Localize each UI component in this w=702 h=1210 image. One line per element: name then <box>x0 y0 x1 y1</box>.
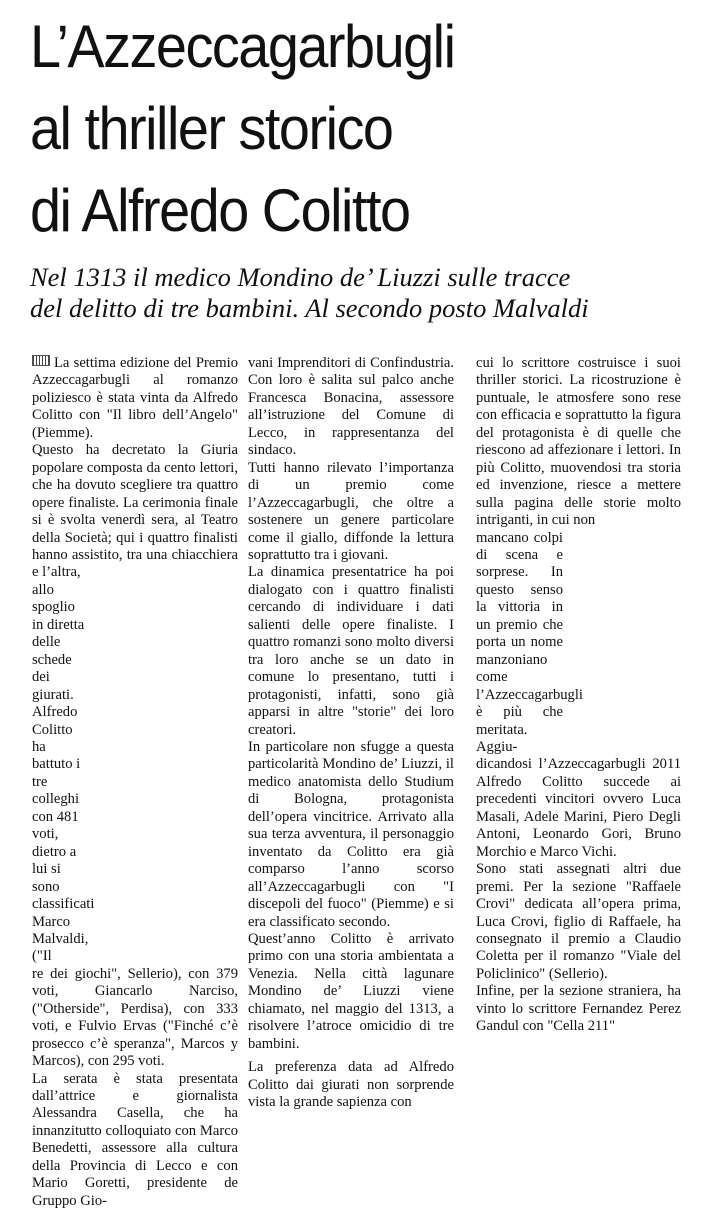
article-column-1 <box>32 355 238 1210</box>
article-column-3 <box>476 355 681 1036</box>
paragraph-wrapped: mancano colpi di scena e sorprese. In questo senso la vittoria in un premio che porta un nome manzoniano come l’Azzeccagarbugli è più che meritata. <box>476 529 583 738</box>
paragraph: La preferenza data ad Alfredo Colitto dai giurati non sorprende vista la grande sapienza con <box>248 1059 454 1111</box>
headline <box>30 6 644 252</box>
paragraph-wrapped: allo spoglio in diretta delle schede dei giurati. Alfredo Colitto ha battuto i tre colleghi con 481 voti, dietro a lui si sono classificati Marco Malvaldi, ("Il <box>32 581 95 965</box>
paragraph: cui lo scrittore costruisce i suoi thriller storici. La ricostruzione è puntuale, le atmosfere sono rese con efficacia e soprattutto la figura del protagonista è di quelle che riescono ad affezionare i lettori. In più Colitto, muovendosi tra storia ed invenzione, riesce a mettere sulla pagina delle storie molto intriganti, in cui non <box>476 355 681 529</box>
paragraph-wrapped: Aggiu- <box>476 738 518 755</box>
paragraph: Sono stati assegnati altri due premi. Per la sezione "Raffaele Crovi" dedicata all’opera prima, Luca Crovi, figlio di Raffaele, ha consegnato il premio a Claudio Coletta per il romanzo "Viale del Policlinico" (Sellerio). <box>476 861 681 982</box>
subheadline-line: Nel 1313 il medico Mondino de’ Liuzzi sulle tracce <box>30 262 571 292</box>
paragraph: vani Imprenditori di Confindustria. Con loro è salita sul palco anche Francesca Bonacina, assessore all’istruzione del Comune di Lecco, in rappresentanza del sindaco. <box>248 355 454 459</box>
section-marker-icon <box>32 355 50 366</box>
paragraph: La serata è stata presentata dall’attrice e giornalista Alessandra Casella, che ha innanzitutto colloquiato con Marco Benedetti, assessore alla cultura della Provincia di Lecco e con Mario Goretti, presidente de Gruppo Gio- <box>32 1070 238 1209</box>
article-column-2 <box>248 355 454 1111</box>
subheadline <box>30 262 690 324</box>
headline-line: al thriller storico <box>30 95 393 162</box>
paragraph: In particolare non sfugge a questa particolarità Mondino de’ Liuzzi, il medico anatomista dello Studium di Bologna, protagonista dell’opera vincitrice. Arrivato alla sua terza avventura, il personaggio inventato da Colitto era già comparso l’anno scorso all’Azzeccagarbugli con "I discepoli del fuoco" (Piemme) e si era classificato secondo. <box>248 738 454 930</box>
paragraph: Quest’anno Colitto è arrivato primo con una storia ambientata a Venezia. Nella città lagunare Mondino de’ Liuzzi viene chiamato, nel maggio del 1313, a risolvere l’atroce omicidio di tre bambini. <box>248 930 454 1052</box>
headline-line: L’Azzeccagarbugli <box>30 13 455 80</box>
paragraph: La settima edizione del Premio Azzeccagarbugli al romanzo poliziesco è stata vinta da Alfredo Colitto con "Il libro dell’Angelo" (Piemme). <box>32 355 238 441</box>
subheadline-line: del delitto di tre bambini. Al secondo posto Malvaldi <box>30 293 589 323</box>
paragraph: re dei giochi", Sellerio), con 379 voti, Giancarlo Narciso, ("Otherside", Perdisa), con 333 voti, e Fulvio Ervas ("Finché c’è prosecco c’è speranza", Marcos y Marcos), con 295 voti. <box>32 965 238 1070</box>
paragraph: Questo ha decretato la Giuria popolare composta da cento lettori, che ha dovuto scegliere tra quattro opere finaliste. La cerimonia finale si è svolta venerdì sera, al Teatro della Società; qui i quattro finalisti hanno assistito, tra una chiacchiera e l’altra, <box>32 442 238 581</box>
paragraph: dicandosi l’Azzeccagarbugli 2011 Alfredo Colitto succede ai precedenti vincitori ovvero Luca Masali, Adele Marini, Piero Degli Antoni, Leonardo Gori, Bruno Morchio e Marco Vichi. <box>476 756 681 860</box>
paragraph: La dinamica presentatrice ha poi dialogato con i quattro finalisti cercando di individuare i dati salienti delle opere finaliste. I quattro romanzi sono molto diversi tra loro anche se un dato in comune lo presentano, tutti i protagonisti, infatti, sono già apparsi in altre "storie" dei loro creatori. <box>248 564 454 738</box>
headline-line: di Alfredo Colitto <box>30 177 410 244</box>
paragraph: Tutti hanno rilevato l’importanza di un premio come l’Azzeccagarbugli, che oltre a sostenere un genere particolare come il giallo, diffonde la lettura soprattutto tra i giovani. <box>248 459 454 563</box>
paragraph: Infine, per la sezione straniera, ha vinto lo scrittore Fernandez Perez Gandul con "Cella 211" <box>476 983 681 1035</box>
